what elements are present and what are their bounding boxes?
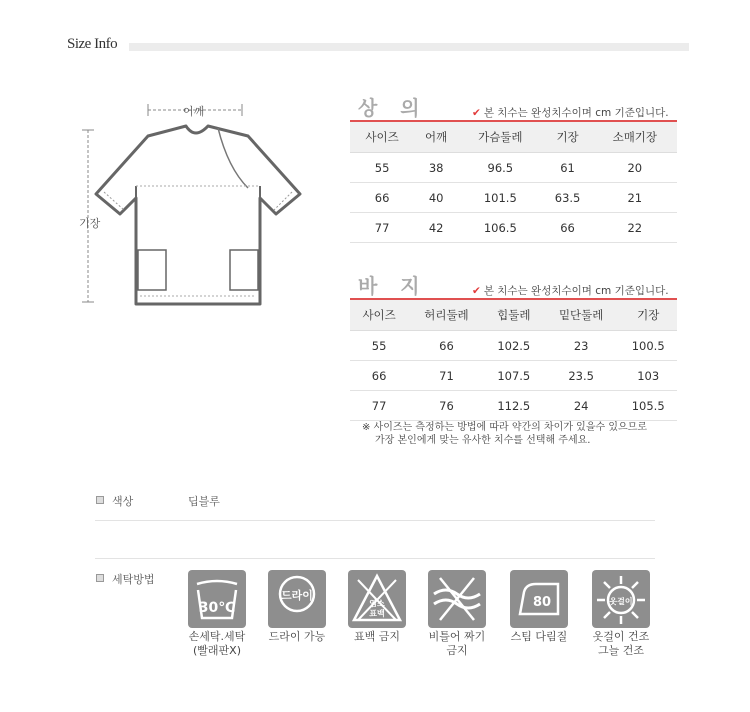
header-cell: 기장 (542, 122, 592, 153)
table-cell: 40 (414, 183, 458, 213)
no-wring-icon (428, 570, 486, 628)
table-cell: 23 (543, 331, 620, 361)
top-size-table (350, 122, 677, 243)
header-cell: 소매기장 (593, 122, 677, 153)
header-cell: 허리둘레 (408, 300, 485, 331)
table-cell: 71 (408, 361, 485, 391)
left-pocket (138, 250, 166, 290)
header-cell: 가슴둘레 (458, 122, 542, 153)
header-cell: 힙둘레 (485, 300, 543, 331)
header-cell: 밑단둘레 (543, 300, 620, 331)
table-cell: 21 (593, 183, 677, 213)
color-label: 색상 (112, 495, 134, 508)
table-cell: 107.5 (485, 361, 543, 391)
top-table-note: ✔ 본 치수는 완성치수이며 cm 기준입니다. (472, 107, 669, 119)
table-row (350, 213, 677, 243)
bullet-icon (96, 496, 104, 504)
care-caption: 비틀어 짜기 금지 (428, 630, 486, 657)
header-cell: 기장 (619, 300, 677, 331)
iron-80-icon (510, 570, 568, 628)
svg-text:80: 80 (532, 595, 552, 610)
color-value: 딥블루 (188, 495, 220, 508)
care-symbol: 30℃ (198, 600, 236, 616)
shoulder-label: 어깨 (183, 105, 205, 118)
svg-text:드라이: 드라이 (281, 589, 313, 602)
table-cell: 77 (350, 391, 408, 421)
table-cell: 66 (350, 183, 414, 213)
table-cell: 55 (350, 153, 414, 183)
care-caption: 옷걸이 건조 그늘 건조 (592, 630, 650, 657)
table-cell: 112.5 (485, 391, 543, 421)
table-cell: 22 (593, 213, 677, 243)
table-cell: 100.5 (619, 331, 677, 361)
table-cell: 106.5 (458, 213, 542, 243)
table-cell: 77 (350, 213, 414, 243)
title-divider (129, 43, 689, 51)
table-cell: 101.5 (458, 183, 542, 213)
table-row (350, 183, 677, 213)
table-cell: 66 (542, 213, 592, 243)
svg-text:염소: 염소 (369, 599, 385, 608)
no-bleach-icon (348, 570, 406, 628)
care-caption: 스팀 다림질 (510, 630, 568, 643)
size-remark-line2: 가장 본인에게 맞는 유사한 치수를 선택해 주세요. (375, 435, 591, 446)
table-row (350, 391, 677, 421)
table-cell: 66 (408, 331, 485, 361)
size-remark-line1: ※ 사이즈는 측정하는 방법에 따라 약간의 차이가 있을수 있으므로 (362, 422, 647, 433)
bottom-size-table (350, 300, 677, 421)
bullet-icon (96, 574, 104, 582)
header-cell: 어깨 (414, 122, 458, 153)
table-row (350, 153, 677, 183)
table-cell: 76 (408, 391, 485, 421)
table-cell: 24 (543, 391, 620, 421)
table-cell: 96.5 (458, 153, 542, 183)
table-header-row (350, 122, 677, 153)
table-cell: 105.5 (619, 391, 677, 421)
care-caption: 드라이 가능 (268, 630, 326, 643)
table-cell: 63.5 (542, 183, 592, 213)
divider (95, 520, 655, 521)
length-label: 기장 (79, 217, 101, 230)
shirt-outline (96, 126, 300, 304)
svg-text:옷걸이: 옷걸이 (609, 597, 633, 606)
washtub-30c-icon (188, 570, 246, 628)
table-row (350, 331, 677, 361)
care-caption: 손세탁.세탁 (빨래판X) (188, 630, 246, 657)
bottom-table-note: ✔ 본 치수는 완성치수이며 cm 기준입니다. (472, 285, 669, 297)
table-row (350, 361, 677, 391)
check-icon: ✔ (472, 285, 481, 297)
svg-text:표백: 표백 (369, 609, 385, 618)
table-cell: 61 (542, 153, 592, 183)
divider (95, 558, 655, 559)
header-cell: 사이즈 (350, 300, 408, 331)
table-cell: 102.5 (485, 331, 543, 361)
table-header-row (350, 300, 677, 331)
bottom-table-title: 바 지 (358, 274, 428, 298)
table-cell: 103 (619, 361, 677, 391)
washing-label: 세탁방법 (112, 573, 155, 586)
dry-clean-icon (268, 570, 326, 628)
header-cell: 사이즈 (350, 122, 414, 153)
table-cell: 66 (350, 361, 408, 391)
check-icon: ✔ (472, 107, 481, 119)
garment-diagram (78, 98, 310, 310)
table-cell: 23.5 (543, 361, 620, 391)
table-cell: 20 (593, 153, 677, 183)
hanger-shade-dry-icon (592, 570, 650, 628)
page-title: Size Info (67, 36, 118, 52)
right-pocket (230, 250, 258, 290)
table-cell: 42 (414, 213, 458, 243)
table-cell: 38 (414, 153, 458, 183)
table-cell: 55 (350, 331, 408, 361)
care-caption: 표백 금지 (353, 630, 400, 643)
top-table-title: 상 의 (358, 96, 428, 120)
